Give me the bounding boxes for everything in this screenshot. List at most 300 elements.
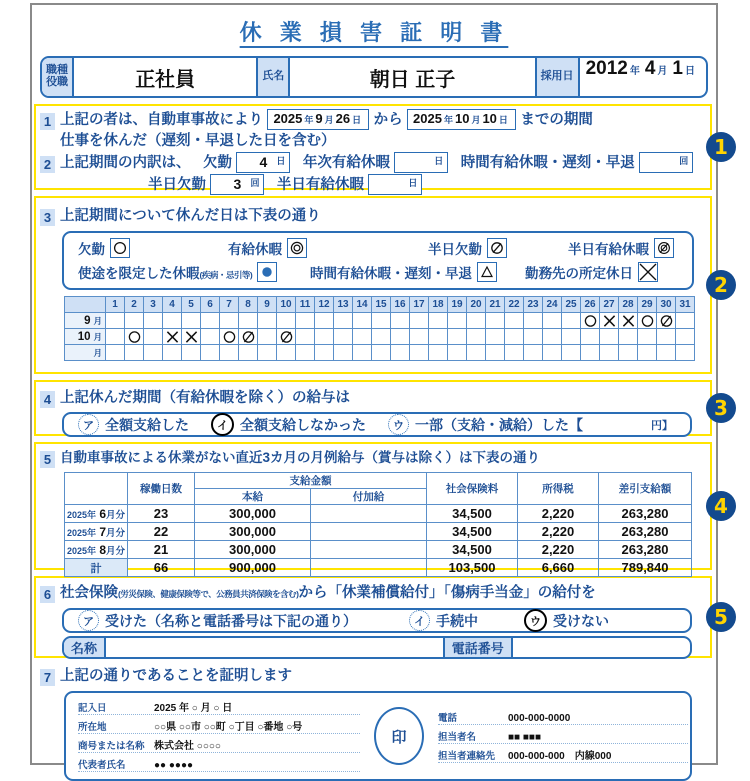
name-label: 氏名 [258,58,290,96]
option-4-a[interactable] [78,414,189,435]
section-6 [40,582,706,659]
calendar-day-cell[interactable] [315,345,334,361]
calendar-day-cell[interactable] [467,329,486,345]
calendar-day-cell[interactable] [372,345,391,361]
section-2 [40,152,706,196]
calendar-month-number: 9 [84,314,91,327]
section-2-number: 2 [40,156,55,173]
section-6-text-b: から「休業補償給付」「傷病手当金」の給付を [298,585,596,601]
salary-col-blank [65,473,128,505]
hire-day: 1 [672,58,683,79]
hanyukyu-unit: 日 [408,178,418,189]
section-6-number: 6 [40,586,55,603]
triangle-icon [477,262,497,282]
calendar-day-header: 15 [372,297,391,313]
cert-tel-value[interactable]: 000-000-0000 [508,712,571,724]
circle-open-icon[interactable] [581,313,600,329]
hankekkin-value: 3 [233,176,242,193]
cert-rep-value[interactable]: ●● ●●●● [154,760,194,771]
calendar-day-header: 21 [486,297,505,313]
calendar-day-cell[interactable] [315,313,334,329]
salary-row-year: 2025年 [66,509,96,520]
section-1-line2: 仕事を休んだ（遅刻・早退した日を含む） [60,133,336,149]
calendar-day-cell[interactable] [144,329,163,345]
circle-open-icon[interactable] [220,329,239,345]
calendar-day-cell[interactable] [543,313,562,329]
calendar-day-cell[interactable] [201,329,220,345]
calendar-day-cell[interactable] [638,345,657,361]
badge-2: 2 [706,270,736,300]
insurer-phone-label: 電話番号 [445,638,513,657]
calendar-day-cell[interactable] [505,329,524,345]
calendar-month-row [65,329,695,345]
option-4-a-marker: ア [78,414,99,435]
calendar-day-cell[interactable] [657,345,676,361]
hankekkin-input[interactable] [210,174,264,195]
calendar-day-header: 4 [163,297,182,313]
section-5-text: 自動車事故による休業がない直近3カ月の月例給与（賞与は除く）は下表の通り [60,450,541,465]
calendar-day-cell[interactable] [353,329,372,345]
legend-han-yukyu-label: 半日有給休暇 [568,242,649,257]
calendar-day-header: 10 [277,297,296,313]
legend-row-2 [78,260,678,284]
legend-yukyu [228,238,428,258]
hire-date-label: 採用日 [537,58,580,96]
calendar-day-header: 13 [334,297,353,313]
calendar-day-cell[interactable] [448,345,467,361]
cert-field-tel [438,708,688,725]
calendar-header-row [65,297,695,313]
cert-tel-label: 電話 [438,712,458,724]
salary-col-base: 本給 [195,489,311,505]
calendar-day-header: 20 [467,297,486,313]
calendar-day-cell[interactable] [562,345,581,361]
absence-calendar [64,296,706,361]
section-1-text-c: までの期間 [520,112,593,128]
legend-limited-leave-label [78,262,252,282]
salary-total-base: 900,000 [195,559,311,577]
section-6-text-sub: (労災保険、健康保険等で、公務員共済保険を含む) [118,589,299,599]
salary-col-extra: 付加給 [311,489,427,505]
calendar-day-cell[interactable] [524,345,543,361]
legend-hourly-label: 時間有給休暇・遅刻・早退 [310,266,472,281]
calendar-day-cell[interactable] [239,345,258,361]
double-circle-slash-icon [654,238,674,258]
cert-field-rep [78,755,360,772]
salary-col-workdays: 稼働日数 [128,473,195,505]
to-day: 10 [482,111,497,127]
salary-tax[interactable]: 2,220 [518,541,599,559]
salary-table [64,472,692,577]
calendar-month-label[interactable] [65,313,106,329]
to-month-unit: 月 [471,115,481,126]
option-6-b[interactable] [409,610,478,631]
calendar-day-header: 28 [619,297,638,313]
salary-row [65,541,692,559]
salary-row-month-num: 8 [99,542,107,557]
hanyukyu-input[interactable] [368,174,422,195]
calendar-day-cell[interactable] [334,313,353,329]
insurer-name-value[interactable] [106,638,445,657]
calendar-day-cell[interactable] [296,313,315,329]
option-6-b-marker: イ [409,610,430,631]
calendar-day-cell[interactable] [619,329,638,345]
calendar-day-cell[interactable] [600,345,619,361]
calendar-day-cell[interactable] [182,313,201,329]
to-year-unit: 年 [443,115,453,126]
calendar-day-cell[interactable] [448,313,467,329]
calendar-day-cell[interactable] [258,313,277,329]
salary-total-label: 計 [65,559,128,577]
nenji-unit: 日 [434,156,444,167]
legend-han-kekkin-label: 半日欠勤 [428,242,482,257]
cross-icon[interactable] [600,313,619,329]
option-4-c-marker: ウ [388,414,409,435]
nenji-input[interactable] [394,152,448,173]
calendar-day-cell[interactable] [144,313,163,329]
calendar-corner [65,297,106,313]
calendar-day-cell[interactable] [543,329,562,345]
calendar-day-cell[interactable] [429,329,448,345]
calendar-day-cell[interactable] [391,345,410,361]
job-type-label-line2: 役職 [46,76,68,88]
calendar-month-unit: 月 [93,315,102,326]
from-month-unit: 月 [324,115,334,126]
option-4-c-unit: 円】 [651,419,673,432]
salary-row-month [65,523,128,541]
section-7 [40,665,706,781]
calendar-day-cell[interactable] [106,329,125,345]
circle-slash-icon[interactable] [657,313,676,329]
salary-row-month-num: 6 [99,506,107,521]
salary-row-month [65,505,128,523]
employee-header-bar [40,56,708,98]
calendar-day-cell[interactable] [676,329,695,345]
kekkin-input[interactable] [236,152,290,173]
salary-row-month-suffix: 月分 [106,509,126,521]
calendar-day-header: 29 [638,297,657,313]
calendar-day-cell[interactable] [372,329,391,345]
salary-extra[interactable] [311,541,427,559]
calendar-day-cell[interactable] [562,313,581,329]
option-6-a-marker: ア [78,610,99,631]
cert-date-label: 記入日 [78,703,107,714]
calendar-day-cell[interactable] [410,313,429,329]
section-1-text-a: 上記の者は、自動車事故により [60,112,263,128]
option-4-b[interactable] [211,413,366,436]
calendar-day-cell[interactable] [353,313,372,329]
calendar-day-cell[interactable] [372,313,391,329]
salary-row-year: 2025年 [66,545,96,556]
section-4 [40,387,706,437]
calendar-day-header: 14 [353,297,372,313]
salary-total-workdays: 66 [128,559,195,577]
insurer-contact-bar [62,636,692,659]
calendar-day-cell[interactable] [524,329,543,345]
calendar-day-cell[interactable] [201,345,220,361]
circle-open-icon[interactable] [125,329,144,345]
legend-kekkin [78,238,228,258]
calendar-day-cell[interactable] [144,345,163,361]
calendar-day-header: 12 [315,297,334,313]
legend-limited-leave-main: 使途を限定した休暇 [78,266,200,281]
calendar-day-header: 6 [201,297,220,313]
salary-total-insurance: 103,500 [427,559,518,577]
salary-table-body [65,505,692,577]
calendar-day-cell[interactable] [315,329,334,345]
calendar-day-header: 11 [296,297,315,313]
kekkin-value: 4 [259,154,268,171]
cert-contact-tel-value[interactable]: 000-000-000 内線000 [508,750,612,762]
circle-open-icon[interactable] [638,313,657,329]
cert-date-value[interactable]: 2025 年 ○ 月 ○ 日 [154,703,233,714]
option-6-b-label: 手続中 [436,612,478,629]
cross-icon[interactable] [163,329,182,345]
calendar-day-cell[interactable] [334,329,353,345]
calendar-day-cell[interactable] [619,345,638,361]
cert-field-contact-name [438,727,688,744]
double-circle-icon [287,238,307,258]
calendar-day-header: 16 [391,297,410,313]
cert-field-date [78,698,360,715]
salary-workdays[interactable]: 21 [128,541,195,559]
calendar-day-cell[interactable] [467,345,486,361]
calendar-month-number: 10 [77,330,91,343]
salary-col-payment: 支給金額 [195,473,427,489]
cert-address-value[interactable]: ○○県 ○○市 ○○町 ○丁目 ○番地 ○号 [154,722,303,733]
section-5-number: 5 [40,451,55,468]
option-6-c-label: 受けない [553,612,609,629]
salary-insurance[interactable]: 34,500 [427,541,518,559]
cert-contact-tel-label: 担当者連絡先 [438,750,496,762]
legend-holiday-label: 勤務先の所定休日 [525,266,633,281]
calendar-day-header: 8 [239,297,258,313]
calendar-day-cell[interactable] [106,313,125,329]
calendar-day-cell[interactable] [258,345,277,361]
name-value[interactable]: 朝日 正子 [290,58,536,96]
salary-extra[interactable] [311,523,427,541]
job-type-value[interactable]: 正社員 [74,58,258,96]
salary-total-extra [311,559,427,577]
calendar-day-cell[interactable] [581,329,600,345]
calendar-day-cell[interactable] [505,345,524,361]
salary-workdays[interactable]: 22 [128,523,195,541]
calendar-month-label[interactable] [65,345,106,361]
salary-insurance[interactable]: 34,500 [427,505,518,523]
option-4-b-marker: イ [211,413,234,436]
legend-panel [62,231,694,290]
calendar-day-header: 9 [258,297,277,313]
calendar-month-label[interactable] [65,329,106,345]
cross-box-icon [638,262,658,282]
nenji-label: 年次有給休暇 [302,155,390,171]
badge-5: 5 [706,602,736,632]
section-2-lead: 上記期間の内訳は、 [60,155,191,171]
calendar-day-cell[interactable] [334,345,353,361]
badge-3: 3 [706,393,736,423]
calendar-day-cell[interactable] [638,329,657,345]
calendar-day-cell[interactable] [657,329,676,345]
option-6-c[interactable] [524,609,609,632]
calendar-day-cell[interactable] [258,329,277,345]
calendar-day-header: 25 [562,297,581,313]
insurer-name-label: 名称 [64,638,106,657]
section-3-number: 3 [40,209,55,226]
section-1-text-b: から [373,112,403,128]
calendar-day-cell[interactable] [410,329,429,345]
cert-contact-name-value[interactable]: ■■ ■■■ [508,731,541,743]
calendar-day-cell[interactable] [448,329,467,345]
calendar-day-header: 23 [524,297,543,313]
section-6-options [62,608,692,633]
calendar-month-row [65,313,695,329]
salary-insurance[interactable]: 34,500 [427,523,518,541]
cert-company-value[interactable]: 株式会社 ○○○○ [154,741,221,752]
salary-base[interactable]: 300,000 [195,541,311,559]
calendar-day-cell[interactable] [562,329,581,345]
calendar-day-cell[interactable] [581,345,600,361]
legend-han-yukyu [568,238,674,258]
calendar-table [64,296,695,361]
calendar-day-cell[interactable] [277,313,296,329]
calendar-day-cell[interactable] [277,345,296,361]
section-4-options [62,412,692,437]
jikan-input[interactable] [639,152,693,173]
legend-limited-leave-sub: (疾病・忌引等) [199,270,253,280]
option-6-c-marker: ウ [524,609,547,632]
salary-table-wrap [64,472,692,577]
cert-rep-label: 代表者氏名 [78,760,126,771]
calendar-day-cell[interactable] [505,313,524,329]
salary-row-month [65,541,128,559]
salary-base[interactable]: 300,000 [195,505,311,523]
salary-row-month-suffix: 月分 [106,527,126,539]
cross-icon[interactable] [619,313,638,329]
calendar-day-cell[interactable] [486,313,505,329]
salary-header-row-1 [65,473,692,489]
section-1-number: 1 [40,113,55,130]
absence-to-date[interactable] [407,109,516,130]
salary-tax[interactable]: 2,220 [518,523,599,541]
calendar-day-cell[interactable] [296,345,315,361]
cert-field-address [78,717,360,734]
legend-yukyu-label: 有給休暇 [228,242,282,257]
from-day-unit: 日 [352,115,362,126]
legend-han-kekkin [428,238,568,258]
to-month: 10 [454,111,470,127]
cert-field-company [78,736,360,753]
section-7-number: 7 [40,669,55,686]
insurer-phone-value[interactable] [513,638,690,657]
hire-date-value[interactable] [580,58,706,96]
calendar-day-cell[interactable] [125,313,144,329]
job-type-label [42,58,74,96]
circle-filled-icon [257,262,277,282]
salary-table-head [65,473,692,505]
salary-base[interactable]: 300,000 [195,523,311,541]
calendar-body [65,313,695,361]
calendar-day-cell[interactable] [163,345,182,361]
seal-stamp-icon: 印 [374,707,424,765]
option-6-a-label: 受けた（名称と電話番号は下記の通り） [105,612,357,629]
calendar-day-cell[interactable] [391,329,410,345]
calendar-day-header: 17 [410,297,429,313]
calendar-day-cell[interactable] [296,329,315,345]
salary-net[interactable]: 263,280 [599,505,692,523]
calendar-day-header: 18 [429,297,448,313]
to-day-unit: 日 [498,115,508,126]
calendar-day-cell[interactable] [676,313,695,329]
salary-workdays[interactable]: 23 [128,505,195,523]
jikan-unit: 回 [679,156,689,167]
kekkin-label: 欠勤 [202,155,232,171]
calendar-day-cell[interactable] [125,345,144,361]
calendar-day-header: 2 [125,297,144,313]
calendar-day-header: 26 [581,297,600,313]
calendar-day-cell[interactable] [391,313,410,329]
calendar-day-cell[interactable] [201,313,220,329]
calendar-day-cell[interactable] [600,329,619,345]
section-6-text-a: 社会保険 [60,585,118,601]
salary-extra[interactable] [311,505,427,523]
from-month: 9 [315,111,323,127]
cert-contact-name-label: 担当者名 [438,731,477,743]
option-6-a[interactable] [78,610,357,631]
calendar-day-cell[interactable] [467,313,486,329]
calendar-day-cell[interactable] [182,345,201,361]
calendar-day-cell[interactable] [410,345,429,361]
calendar-month-row [65,345,695,361]
salary-tax[interactable]: 2,220 [518,505,599,523]
calendar-day-cell[interactable] [220,345,239,361]
calendar-day-cell[interactable] [524,313,543,329]
calendar-day-cell[interactable] [429,313,448,329]
option-4-c[interactable] [388,414,673,435]
circle-slash-icon[interactable] [277,329,296,345]
legend-row-1 [78,236,678,260]
calendar-day-cell[interactable] [106,345,125,361]
calendar-day-cell[interactable] [676,345,695,361]
salary-col-net: 差引支給額 [599,473,692,505]
salary-total-row [65,559,692,577]
to-year: 2025 [413,111,442,127]
calendar-day-cell[interactable] [220,313,239,329]
option-4-a-label: 全額支給した [105,416,189,433]
hire-day-unit: 日 [685,66,695,77]
salary-row-year: 2025年 [66,527,96,538]
absence-from-date[interactable] [267,109,369,130]
circle-open-icon [110,238,130,258]
calendar-day-cell[interactable] [486,329,505,345]
calendar-day-cell[interactable] [486,345,505,361]
section-4-number: 4 [40,391,55,408]
cross-icon[interactable] [182,329,201,345]
circle-slash-icon[interactable] [239,329,258,345]
hanyukyu-label: 半日有給休暇 [276,177,364,193]
from-year: 2025 [273,111,303,127]
hankekkin-unit: 回 [250,178,260,189]
salary-net[interactable]: 263,280 [599,541,692,559]
calendar-day-cell[interactable] [543,345,562,361]
calendar-day-header: 30 [657,297,676,313]
calendar-day-cell[interactable] [429,345,448,361]
calendar-day-cell[interactable] [163,313,182,329]
calendar-day-cell[interactable] [239,313,258,329]
calendar-day-header: 31 [676,297,695,313]
hire-year-unit: 年 [629,66,640,77]
salary-net[interactable]: 263,280 [599,523,692,541]
calendar-day-cell[interactable] [353,345,372,361]
